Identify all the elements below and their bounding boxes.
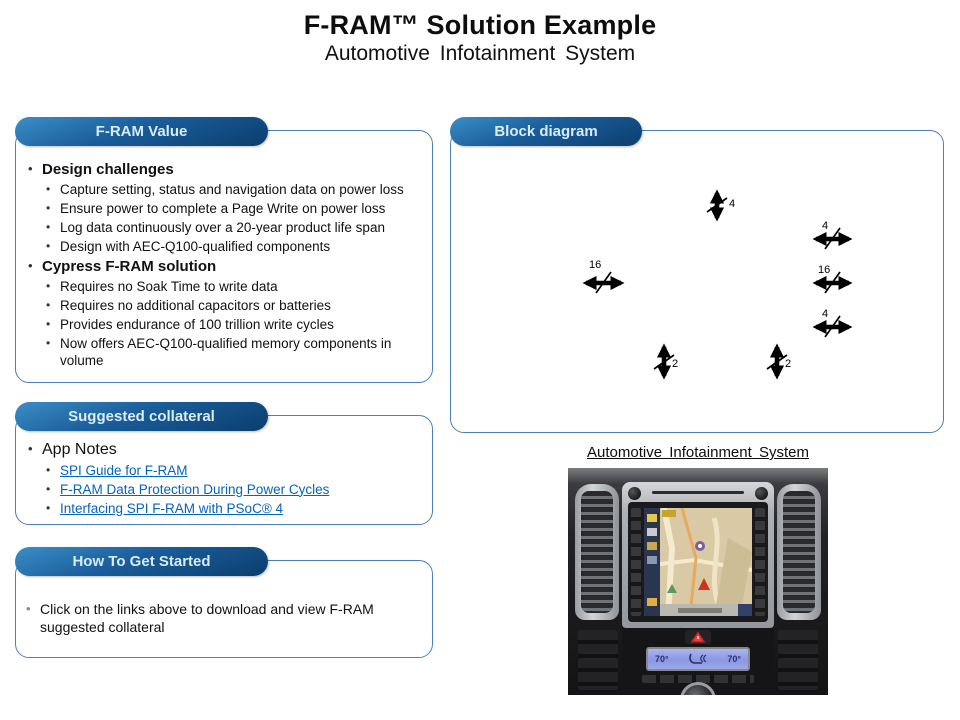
bullet-icon: • xyxy=(46,335,51,350)
fram-value-content xyxy=(28,158,420,370)
bus-arrow-fram xyxy=(816,228,849,249)
list-item xyxy=(46,500,420,518)
head-unit xyxy=(622,482,774,628)
bullet-text: Provides endurance of 100 trillion write cycles xyxy=(60,316,334,332)
left-side-buttons xyxy=(578,630,618,690)
page-title: F-RAM™ Solution Example xyxy=(303,10,657,40)
right-side-buttons xyxy=(778,630,818,690)
vent-slats xyxy=(581,491,613,613)
screen-bezel xyxy=(628,502,768,622)
bullet-icon: • xyxy=(46,297,51,312)
bullet-icon: • xyxy=(46,200,51,215)
hazard-triangle-icon xyxy=(690,631,706,643)
right-vent xyxy=(777,484,821,620)
group-heading: App Notes xyxy=(42,441,117,458)
group-heading: Cypress F-RAM solution xyxy=(42,258,217,275)
fram-value-header: F-RAM Value xyxy=(15,117,268,146)
bullet-text: Now offers AEC-Q100-qualified memory components in volume xyxy=(60,335,392,368)
page-subtitle: Automotive Infotainment System xyxy=(324,42,636,65)
left-vent xyxy=(575,484,619,620)
bullet-icon: • xyxy=(46,181,51,196)
bullet-icon: • xyxy=(46,278,51,293)
bus-arrow-subsystems xyxy=(586,272,621,293)
bullet-text: Requires no additional capacitors or batteries xyxy=(60,297,331,313)
bullet-icon: • xyxy=(46,316,51,331)
list-item xyxy=(46,481,420,499)
header xyxy=(0,10,960,66)
climate-temp-left: 70° xyxy=(655,654,669,664)
nav-screen xyxy=(644,508,752,616)
climate-stack xyxy=(622,628,774,695)
bus-width-subsystems: 16 xyxy=(589,259,602,271)
list-item xyxy=(28,257,420,276)
list-item xyxy=(46,181,418,199)
bullet-icon: • xyxy=(46,219,51,234)
bullet-icon: • xyxy=(46,481,51,496)
list-item xyxy=(46,219,420,237)
bus-arrow-flash xyxy=(816,316,849,337)
center-knob xyxy=(680,682,716,695)
climate-temp-right: 70° xyxy=(727,654,741,664)
hazard-button xyxy=(685,630,711,644)
bullet-text: Click on the links above to download and view F-RAM suggested collateral xyxy=(40,601,374,635)
link-spi-guide[interactable]: SPI Guide for F-RAM xyxy=(60,462,188,478)
vent-slats xyxy=(783,491,815,613)
bullet-icon: • xyxy=(28,441,33,456)
how-to-get-started-header: How To Get Started xyxy=(15,547,268,576)
list-item xyxy=(46,316,420,334)
bus-arrow-touch xyxy=(707,193,727,218)
bus-width-can: 2 xyxy=(785,358,792,370)
bullet-icon: • xyxy=(46,238,51,253)
climate-display xyxy=(646,647,750,671)
bullet-text: Design with AEC-Q100-qualified components xyxy=(60,238,331,254)
bus-arrow-uart xyxy=(654,347,674,376)
button-column xyxy=(755,508,765,616)
bullet-text: Requires no Soak Time to write data xyxy=(60,278,278,294)
list-item xyxy=(46,297,420,315)
list-item xyxy=(46,278,420,296)
list-item xyxy=(46,335,426,370)
bullet-icon: • xyxy=(28,161,33,176)
how-to-get-started-content xyxy=(26,598,406,636)
bullet-icon: • xyxy=(26,601,31,616)
bullet-icon: • xyxy=(46,500,51,515)
group-heading: Design challenges xyxy=(42,161,174,178)
photo-caption: Automotive Infotainment System xyxy=(587,444,809,461)
link-interfacing-psoc4[interactable]: Interfacing SPI F-RAM with PSoC® 4 xyxy=(60,500,284,516)
bullet-text: Log data continuously over a 20-year product life span xyxy=(60,219,385,235)
bullet-icon: • xyxy=(46,462,51,477)
seat-airflow-icon xyxy=(687,652,709,666)
nav-map xyxy=(644,508,752,616)
bus-arrow-can xyxy=(767,347,787,376)
suggested-collateral-header: Suggested collateral xyxy=(15,402,268,431)
list-item xyxy=(46,462,420,480)
list-item xyxy=(28,440,420,460)
bus-width-flash: 4 xyxy=(822,308,829,320)
infotainment-photo xyxy=(568,468,828,695)
bus-width-touch: 4 xyxy=(729,198,736,210)
bus-arrows xyxy=(450,130,944,433)
bus-width-uart: 2 xyxy=(672,358,679,370)
list-item xyxy=(28,160,420,179)
cd-slot xyxy=(652,491,744,494)
tune-knob-icon xyxy=(755,487,768,500)
button-column xyxy=(631,508,641,616)
list-item xyxy=(26,600,406,636)
bus-width-dram: 16 xyxy=(818,264,831,276)
volume-knob-icon xyxy=(628,487,641,500)
block-diagram-header: Block diagram xyxy=(450,117,642,146)
bus-width-fram: 4 xyxy=(822,220,829,232)
block-diagram xyxy=(450,130,944,433)
bullet-icon: • xyxy=(28,258,33,273)
bullet-text: Capture setting, status and navigation data on power loss xyxy=(60,181,404,197)
link-data-protection[interactable]: F-RAM Data Protection During Power Cycles xyxy=(60,481,330,497)
suggested-collateral-content xyxy=(28,438,420,517)
list-item xyxy=(46,238,420,256)
list-item xyxy=(46,200,420,218)
bullet-text: Ensure power to complete a Page Write on power loss xyxy=(60,200,386,216)
